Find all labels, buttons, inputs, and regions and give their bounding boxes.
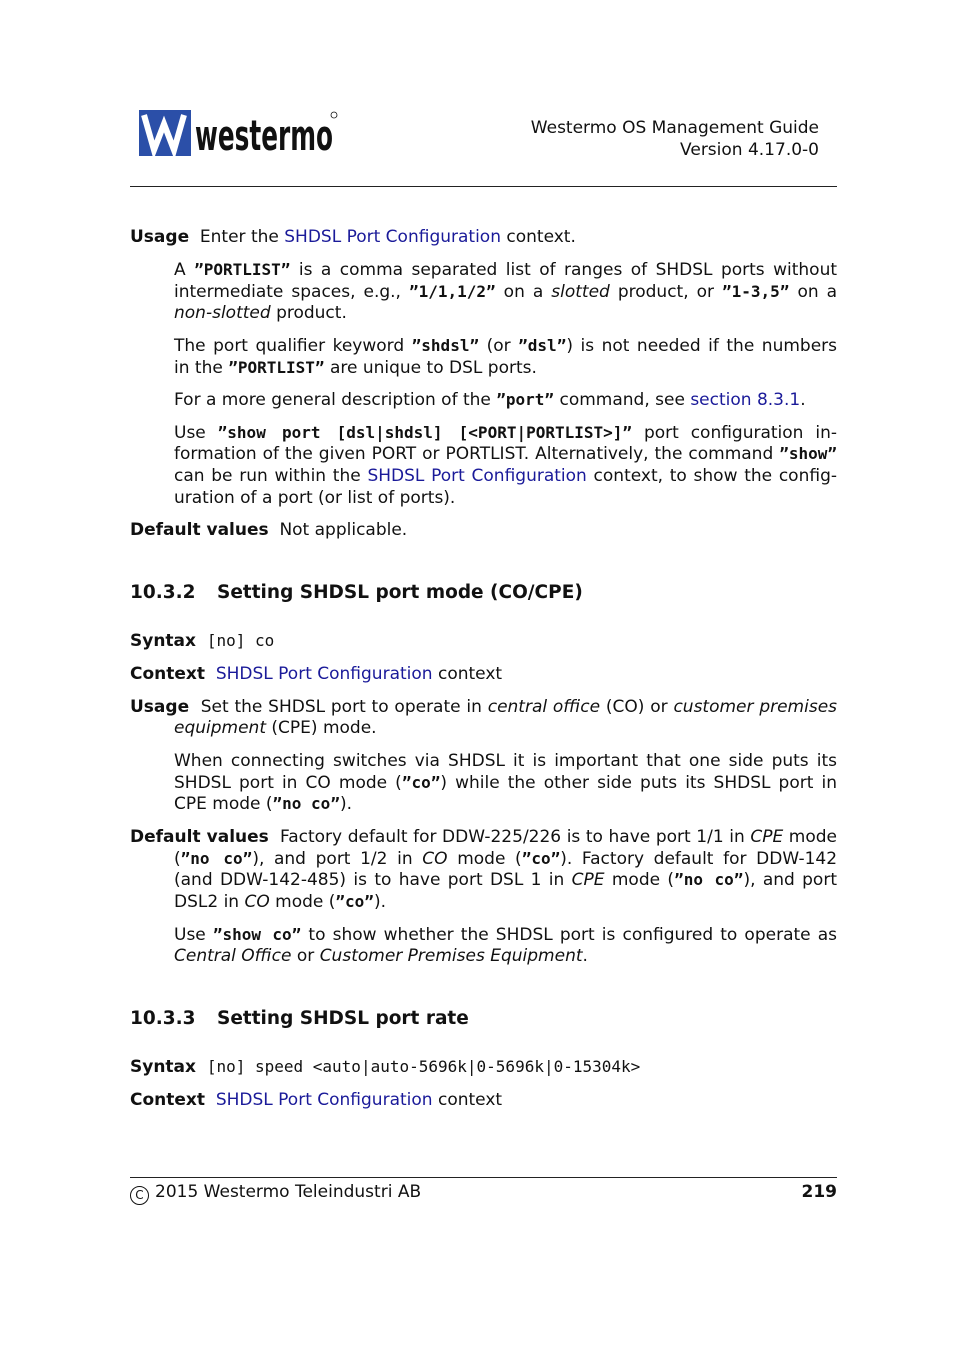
context-line-co: Context SHDSL Port Configuration context [130,664,503,684]
qualifier-para-line-2: in the ”PORTLIST” are unique to DSL ports. [174,358,537,378]
show-port-para-line-3: can be run within the SHDSL Port Configuration context, to show the config- [174,466,837,486]
shdsl-port-config-link-3[interactable]: SHDSL Port Configuration [215,664,433,684]
default-co-line-2: (”no co”), and port 1/2 in CO mode (”co”). Factory default for DDW-142 [174,849,838,869]
default-co-line-4: DSL2 in CO mode (”co”). [174,892,386,912]
shdsl-port-config-link[interactable]: SHDSL Port Configuration [284,227,501,247]
portlist-para-line-1: A ”PORTLIST” is a comma separated list of ranges of SHDSL ports without [174,260,838,280]
usage-co-para2-line-3: CPE mode (”no co”). [174,794,352,814]
show-co-line-2: Central Office or Customer Premises Equipment. [174,946,588,966]
show-co-line-1: Use ”show co” to show whether the SHDSL port is configured to operate as [174,925,838,945]
syntax-line-co: Syntax [no] co [130,631,275,651]
header-rule [130,186,837,187]
page-number: 219 [801,1182,837,1202]
document-header [531,117,819,161]
usage-co-para2-line-1: When connecting switches via SHDSL it is important that one side puts its [174,751,837,771]
shdsl-port-config-link-2[interactable]: SHDSL Port Configuration [367,466,587,486]
portlist-para-line-2: intermediate spaces, e.g., ”1/1,1/2” on a slotted product, or ”1-3,5” on a [174,282,838,302]
show-port-para-line-4: uration of a port (or list of ports). [174,488,456,508]
guide-version: Version 4.17.0-0 [680,140,819,160]
default-co-line-1: Default values Factory default for DDW-225/226 is to have port 1/1 in CPE mode [130,827,838,847]
syntax-co-command: [no] co [206,631,275,650]
logo-wordmark: westermo [195,111,333,160]
footer-rule [130,1177,837,1178]
page-footer [130,1181,837,1205]
portlist-para-line-3: non-slotted product. [174,303,347,323]
default-values-line: Default values Not applicable. [130,520,408,540]
show-port-para-line-2: formation of the given PORT or PORTLIST. Alternatively, the command ”show” [174,444,837,464]
usage-co-line-2: equipment (CPE) mode. [174,718,377,738]
shdsl-port-config-link-4[interactable]: SHDSL Port Configuration [215,1090,433,1110]
section-heading-10-3-2: 10.3.2 Setting SHDSL port mode (CO/CPE) [130,582,583,603]
port-command-para: For a more general description of the ”port” command, see section 8.3.1. [174,390,806,410]
westermo-logo-mark [139,110,339,158]
usage-line: Usage Enter the SHDSL Port Configuration context. [130,227,576,247]
copyright-icon: C [130,1186,149,1205]
westermo-logo [139,110,339,158]
show-port-para-line-1: Use ”show port [dsl|shdsl] [<PORT|PORTLIST>]” port configuration in- [174,423,837,443]
footer-copyright: 2015 Westermo Teleindustri AB [155,1182,422,1202]
usage-co-para2-line-2: SHDSL port in CO mode (”co”) while the other side puts its SHDSL port in [174,773,837,793]
usage-label: Usage [130,227,190,247]
context-line-speed: Context SHDSL Port Configuration context [130,1090,503,1110]
section-8-3-1-link[interactable]: section 8.3.1 [690,390,801,410]
qualifier-para-line-1: The port qualifier keyword ”shdsl” (or ”dsl”) is not needed if the numbers [174,336,837,356]
usage-co-line-1: Usage Set the SHDSL port to operate in central office (CO) or customer premises [130,697,838,717]
guide-title: Westermo OS Management Guide [530,118,819,138]
syntax-line-speed: Syntax [no] speed <auto|auto-5696k|0-5696k|0-15304k> [130,1057,641,1077]
syntax-speed-command: [no] speed <auto|auto-5696k|0-5696k|0-15304k> [206,1057,641,1076]
section-heading-10-3-3: 10.3.3 Setting SHDSL port rate [130,1008,469,1029]
default-values-label: Default values [130,520,269,540]
default-co-line-3: (and DDW-142-485) is to have port DSL 1 in CPE mode (”no co”), and port [174,870,837,890]
